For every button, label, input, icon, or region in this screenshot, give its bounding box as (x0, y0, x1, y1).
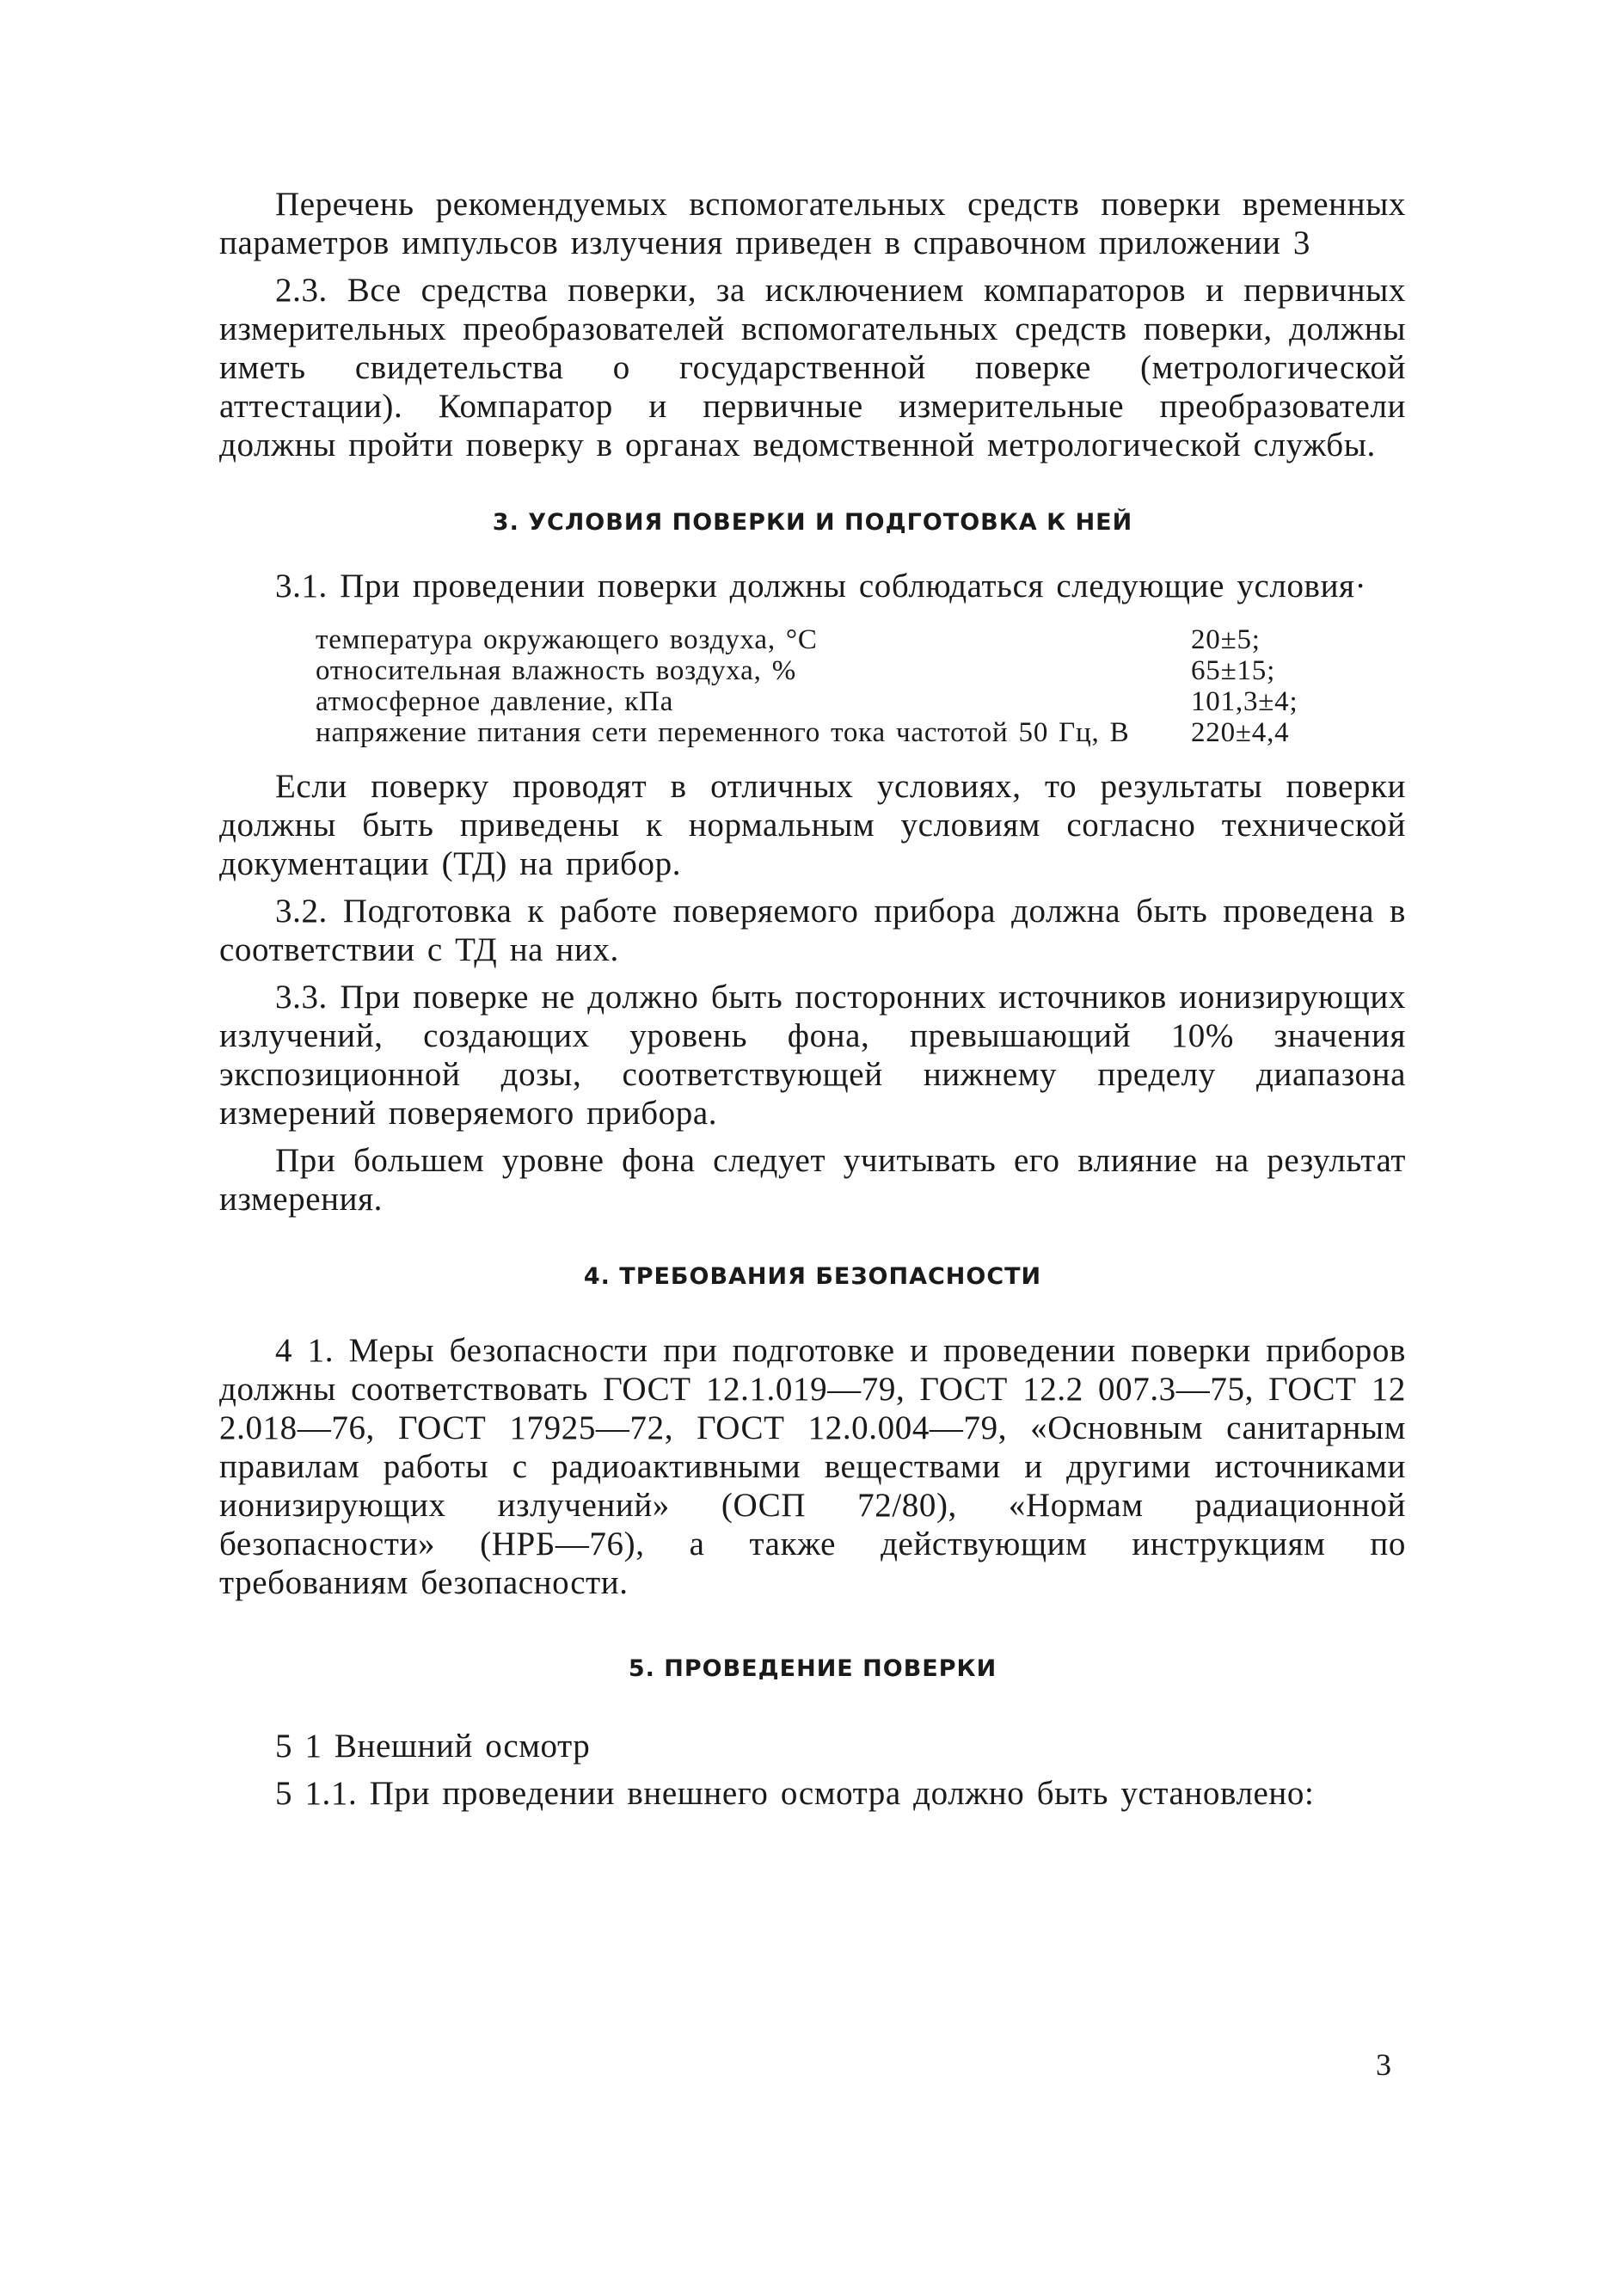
section-4-heading: 4. ТРЕБОВАНИЯ БЕЗОПАСНОСТИ (583, 1263, 1042, 1290)
conditions-table (316, 624, 1406, 748)
condition-label: температура окружающего воздуха, °С (316, 624, 818, 655)
section-3-paragraph-3: 3.2. Подготовка к работе поверяемого прибора должна быть проведена в соответствии с ТД на них. (219, 893, 1406, 968)
section-3-paragraph-1: 3.1. При проведении поверки должны соблюдаться следующие условия· (275, 568, 1367, 605)
condition-row (316, 624, 1406, 655)
section-5-heading: 5. ПРОВЕДЕНИЕ ПОВЕРКИ (628, 1655, 997, 1682)
section-5-paragraph-1: 5 1 Внешний осмотр (275, 1728, 591, 1765)
section-4-paragraph-1: 4 1. Меры безопасности при подготовке и проведении поверки приборов должны соответствовать ГОСТ 12.1.019—79, ГОСТ 12.2 007.3—75, ГОСТ 12 2.018—76, ГОСТ 17925—72, ГОСТ 12.0.004—79, «Основным санитарным правилам работы с радиоактивными веществами и другими источниками ионизирующих излучений» (ОСП 72/80), «Нормам радиационной безопасности» (НРБ—76), а также действующим инструкциям по требованиям безопасности. (219, 1332, 1406, 1601)
intro-paragraph-1: Перечень рекомендуемых вспомогательных средств поверки временных параметров импульсов излучения приведен в справочном приложении 3 (219, 186, 1406, 261)
section-3-paragraph-5: При большем уровне фона следует учитывать его влияние на результат измерения. (219, 1142, 1406, 1218)
section-3-heading: 3. УСЛОВИЯ ПОВЕРКИ И ПОДГОТОВКА К НЕЙ (492, 509, 1133, 536)
condition-value: 20±5; (1191, 624, 1261, 655)
page-number: 3 (1376, 2047, 1391, 2082)
condition-value: 65±15; (1191, 655, 1276, 686)
document-page (219, 185, 1406, 1813)
condition-label: напряжение питания сети переменного тока частотой 50 Гц, В (316, 717, 1130, 748)
section-5-paragraph-2: 5 1.1. При проведении внешнего осмотра должно быть установлено: (275, 1775, 1315, 1812)
condition-row (316, 655, 1406, 686)
condition-value: 220±4,4 (1191, 717, 1290, 748)
condition-label: относительная влажность воздуха, % (316, 655, 796, 686)
section-3-paragraph-4: 3.3. При поверке не должно быть посторонних источников ионизирующих излучений, создающих уровень фона, превышающий 10% значения экспозиционной дозы, соответствующей нижнему пределу диапазона измерений поверяемого прибора. (219, 979, 1406, 1132)
condition-value: 101,3±4; (1191, 686, 1298, 717)
intro-paragraph-2: 2.3. Все средства поверки, за исключением компараторов и первичных измерительных преобразователей вспомогательных средств поверки, должны иметь свидетельства о государственной поверке (метрологической аттестации). Компаратор и первичные измерительные преобразователи должны пройти поверку в органах ведомственной метрологической службы. (219, 272, 1406, 463)
section-3-paragraph-2: Если поверку проводят в отличных условиях, то результаты поверки должны быть приведены к нормальным условиям согласно технической документации (ТД) на прибор. (219, 768, 1406, 882)
condition-row (316, 717, 1406, 748)
condition-label: атмосферное давление, кПа (316, 686, 674, 717)
condition-row (316, 686, 1406, 717)
